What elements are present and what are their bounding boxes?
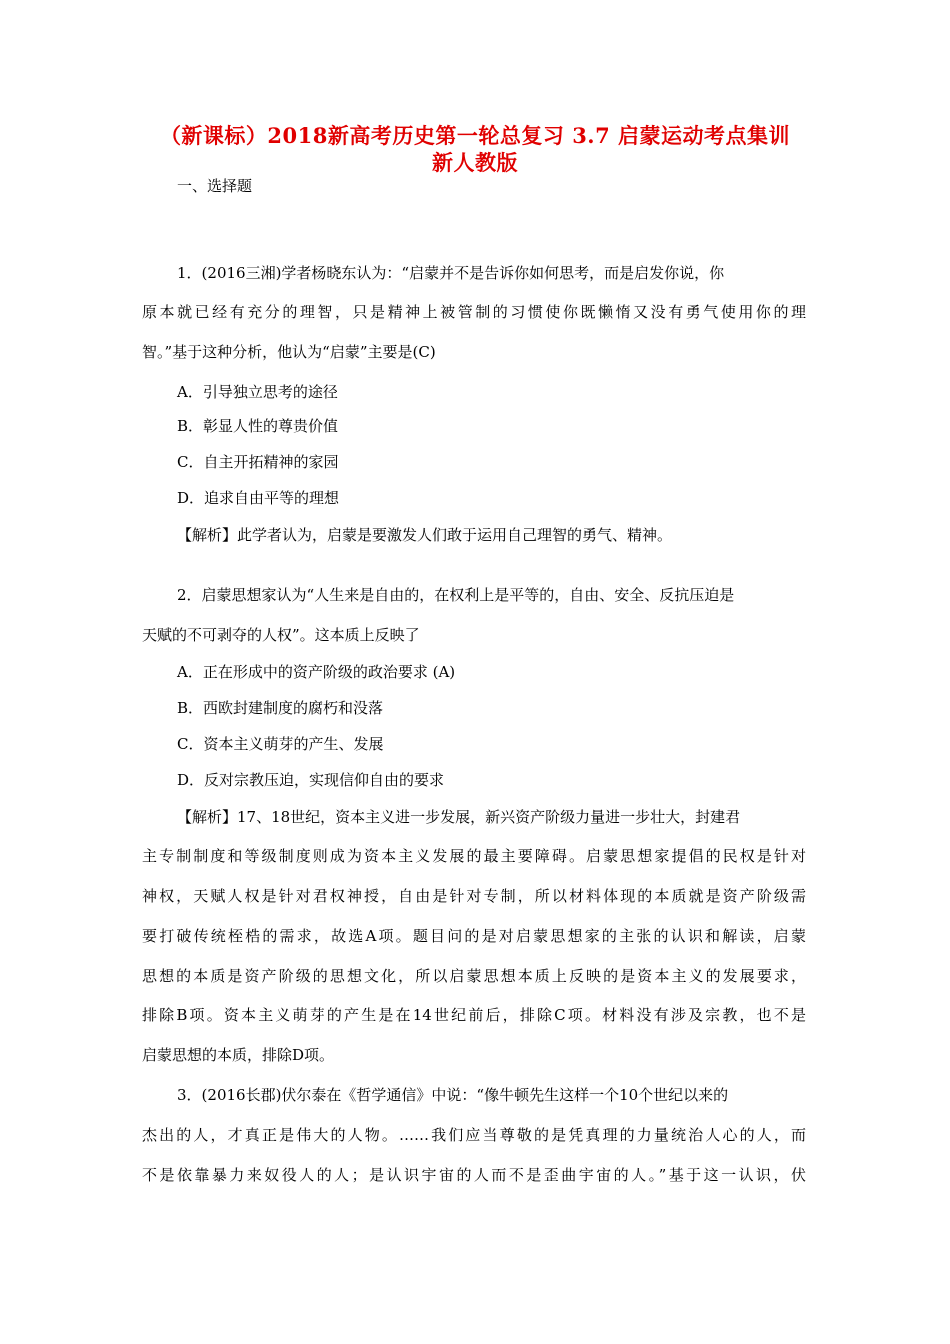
question-1-option-d: D．追求自由平等的理想 bbox=[177, 489, 340, 507]
question-1-option-b: B．彰显人性的尊贵价值 bbox=[177, 417, 339, 435]
question-1-stem-line: 原本就已经有充分的理智，只是精神上被管制的习惯使你既懒惰又没有勇气使用你的理 bbox=[142, 303, 806, 321]
document-title-line2: 新人教版 bbox=[432, 150, 518, 175]
question-2-option-b: B．西欧封建制度的腐朽和没落 bbox=[177, 699, 384, 717]
question-1-analysis: 【解析】此学者认为，启蒙是要激发人们敢于运用自己理智的勇气、精神。 bbox=[177, 526, 673, 544]
question-2-option-a: A．正在形成中的资产阶级的政治要求 (A) bbox=[177, 663, 456, 681]
section-heading: 一、选择题 bbox=[177, 177, 253, 195]
question-3-stem-line: 杰出的人，才真正是伟大的人物。……我们应当尊敬的是凭真理的力量统治人心的人，而 bbox=[142, 1126, 806, 1144]
question-2-analysis-line: 排除B项。资本主义萌芽的产生是在14世纪前后，排除C项。材料没有涉及宗教，也不是 bbox=[142, 1006, 806, 1024]
question-1-stem-line: 智。”基于这种分析，他认为“启蒙”主要是(C) bbox=[142, 343, 436, 361]
question-2-option-c: C．资本主义萌芽的产生、发展 bbox=[177, 735, 384, 753]
question-2-analysis-line: 思想的本质是资产阶级的思想文化，所以启蒙思想本质上反映的是资本主义的发展要求， bbox=[142, 967, 806, 985]
question-2-analysis-line: 主专制制度和等级制度则成为资本主义发展的最主要障碍。启蒙思想家提倡的民权是针对 bbox=[142, 847, 806, 865]
question-2-stem-line: 2．启蒙思想家认为“人生来是自由的，在权利上是平等的，自由、安全、反抗压迫是 bbox=[177, 586, 735, 604]
question-2-analysis-line: 神权，天赋人权是针对君权神授，自由是针对专制，所以材料体现的本质就是资产阶级需 bbox=[142, 887, 806, 905]
question-1-option-a: A．引导独立思考的途径 bbox=[177, 383, 338, 401]
question-3-stem-line: 不是依靠暴力来奴役人的人；是认识宇宙的人而不是歪曲宇宙的人。”基于这一认识，伏 bbox=[142, 1166, 806, 1184]
question-2-stem-line: 天赋的不可剥夺的人权”。这本质上反映了 bbox=[142, 626, 420, 644]
question-1-option-c: C．自主开拓精神的家园 bbox=[177, 453, 339, 471]
question-2-analysis-line: 启蒙思想的本质，排除D项。 bbox=[142, 1046, 335, 1064]
question-1-stem-line: 1．(2016三湘)学者杨晓东认为：“启蒙并不是告诉你如何思考，而是启发你说，你 bbox=[177, 264, 725, 282]
question-2-option-d: D．反对宗教压迫，实现信仰自由的要求 bbox=[177, 771, 445, 789]
document-title-line1: （新课标）2018新高考历史第一轮总复习 3.7 启蒙运动考点集训 bbox=[159, 123, 791, 148]
question-3-stem-line: 3．(2016长郡)伏尔泰在《哲学通信》中说：“像牛顿先生这样一个10个世纪以来的 bbox=[177, 1086, 729, 1104]
question-2-analysis-line: 【解析】17、18世纪，资本主义进一步发展，新兴资产阶级力量进一步壮大，封建君 bbox=[177, 808, 741, 826]
question-2-analysis-line: 要打破传统桎梏的需求，故选A项。题目问的是对启蒙思想家的主张的认识和解读，启蒙 bbox=[142, 927, 806, 945]
